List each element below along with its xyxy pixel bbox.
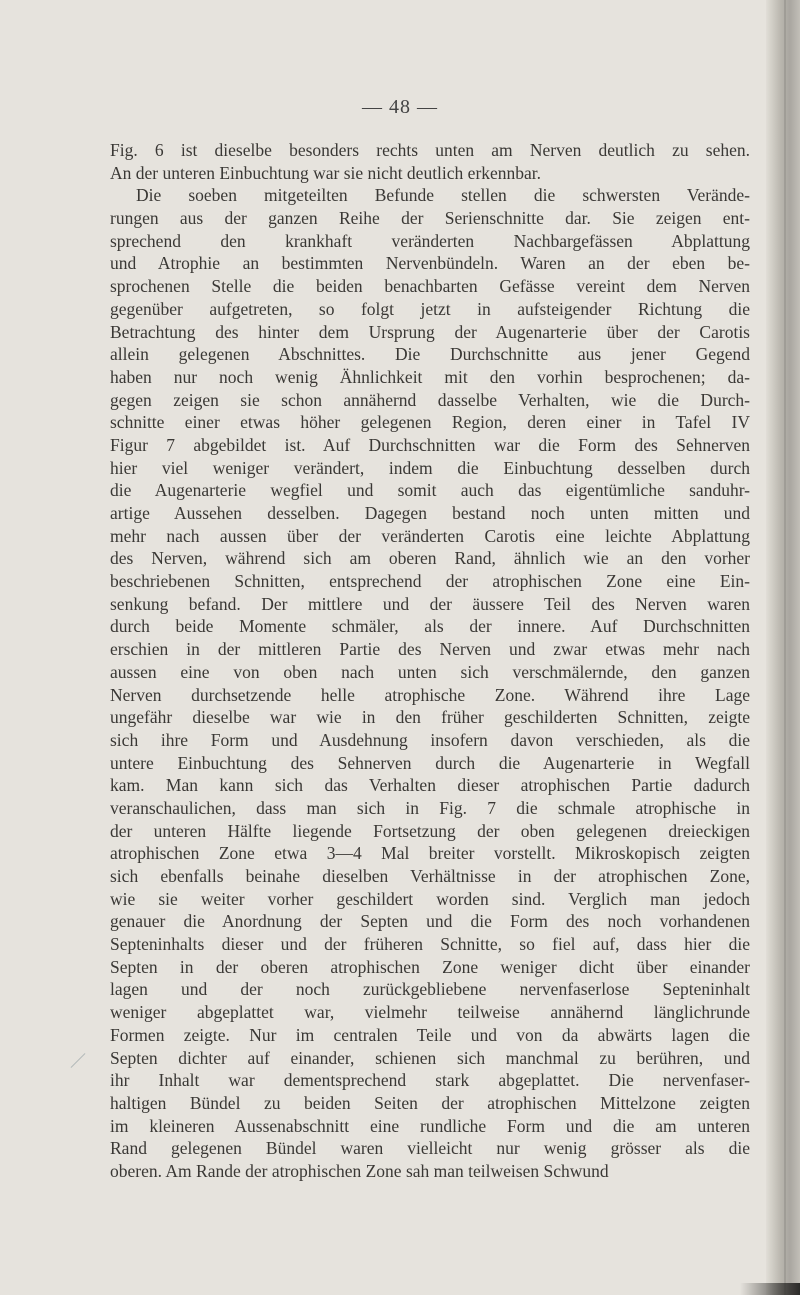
text-line: sich ihre Form und Ausdehnung insofern davon verschieden, als die xyxy=(110,729,750,750)
text-line: beschriebenen Schnitten, entsprechend der atrophischen Zone eine Ein- xyxy=(110,571,750,592)
text-line: durch beide Momente schmäler, als der innere. Auf Durchschnitten xyxy=(110,616,750,637)
text-line: sprochenen Stelle die beiden benachbarten Gefässe vereint dem Nerven xyxy=(110,276,750,297)
text-line: im kleineren Aussenabschnitt eine rundliche Form und die am unteren xyxy=(110,1115,750,1136)
text-line: haben nur noch wenig Ähnlichkeit mit den vorhin besprochenen; da- xyxy=(110,366,750,387)
text-line: des Nerven, während sich am oberen Rand, ähnlich wie an den vorher xyxy=(110,548,750,569)
text-line: hier viel weniger verändert, indem die Einbuchtung desselben durch xyxy=(110,457,750,478)
text-line: atrophischen Zone etwa 3—4 Mal breiter vorstellt. Mikroskopisch zeigten xyxy=(110,843,750,864)
text-line: Rand gelegenen Bündel waren vielleicht nur wenig grösser als die xyxy=(110,1138,750,1159)
text-line: Nerven durchsetzende helle atrophische Zone. Während ihre Lage xyxy=(110,684,750,705)
body-text xyxy=(110,139,750,1183)
text-line: sprechend den krankhaft veränderten Nachbargefässen Abplattung xyxy=(110,230,750,251)
pencil-mark xyxy=(71,1053,86,1068)
text-line: ihr Inhalt war dementsprechend stark abgeplattet. Die nervenfaser- xyxy=(110,1070,750,1091)
text-line: erschien in der mittleren Partie des Nerven und zwar etwas mehr nach xyxy=(110,639,750,660)
text-line: haltigen Bündel zu beiden Seiten der atrophischen Mittelzone zeigten xyxy=(110,1092,750,1113)
text-line: artige Aussehen desselben. Dagegen bestand noch unten mitten und xyxy=(110,503,750,523)
page-edge-line xyxy=(784,0,786,1295)
text-line: gegen zeigen sie schon annähernd dasselbe Verhalten, wie die Durch- xyxy=(110,389,750,410)
text-line: wie sie weiter vorher geschildert worden sind. Verglich man jedoch xyxy=(110,888,750,909)
page-edge-shadow xyxy=(766,0,800,1295)
text-line: An der unteren Einbuchtung war sie nicht deutlich erkennbar. xyxy=(110,162,542,183)
text-line: die Augenarterie wegfiel und somit auch das eigentümliche sanduhr- xyxy=(110,480,750,501)
text-line: rungen aus der ganzen Reihe der Serienschnitte dar. Sie zeigen ent- xyxy=(110,208,750,229)
text-line: schnitte einer etwas höher gelegenen Region, deren einer in Tafel IV xyxy=(110,412,750,433)
text-line: Figur 7 abgebildet ist. Auf Durchschnitten war die Form des Sehnerven xyxy=(110,434,750,455)
text-line: und Atrophie an bestimmten Nervenbündeln. Waren an der eben be- xyxy=(110,253,750,274)
text-line: ungefähr dieselbe war wie in den früher geschilderten Schnitten, zeigte xyxy=(110,707,750,728)
text-line: Betrachtung des hinter dem Ursprung der Augenarterie über der Carotis xyxy=(110,321,750,342)
page-number: — 48 — xyxy=(362,96,438,118)
text-line: untere Einbuchtung des Sehnerven durch die Augenarterie in Wegfall xyxy=(110,752,750,773)
text-line: genauer die Anordnung der Septen und die Form des noch vorhandenen xyxy=(110,911,750,932)
text-line: kam. Man kann sich das Verhalten dieser atrophischen Partie dadurch xyxy=(110,775,750,796)
text-line: weniger abgeplattet war, vielmehr teilweise annähernd länglichrunde xyxy=(110,1002,750,1023)
text-line: lagen und der noch zurückgebliebene nervenfaserlose Septeninhalt xyxy=(110,979,750,1000)
text-line: oberen. Am Rande der atrophischen Zone sah man teilweisen Schwund xyxy=(110,1160,609,1181)
text-line: Die soeben mitgeteilten Befunde stellen die schwersten Verände- xyxy=(136,185,750,206)
text-line: allein gelegenen Abschnittes. Die Durchschnitte aus jener Gegend xyxy=(110,344,750,365)
text-line: sich ebenfalls beinahe dieselben Verhältnisse in der atrophischen Zone, xyxy=(110,866,750,886)
text-line: Septen dichter auf einander, schienen sich manchmal zu berühren, und xyxy=(110,1047,750,1068)
text-line: mehr nach aussen über der veränderten Carotis eine leichte Abplattung xyxy=(110,525,750,546)
bottom-corner-shadow xyxy=(740,1283,800,1295)
text-line: aussen eine von oben nach unten sich verschmälernde, den ganzen xyxy=(110,661,750,682)
text-line: veranschaulichen, dass man sich in Fig. 7 die schmale atrophische in xyxy=(110,797,750,818)
text-line: senkung befand. Der mittlere und der äussere Teil des Nerven waren xyxy=(110,593,750,614)
text-line: Septeninhalts dieser und der früheren Schnitte, so fiel auf, dass hier die xyxy=(110,934,750,955)
text-line: Fig. 6 ist dieselbe besonders rechts unten am Nerven deutlich zu sehen. xyxy=(110,140,750,160)
text-line: gegenüber aufgetreten, so folgt jetzt in aufsteigender Richtung die xyxy=(110,298,750,319)
text-line: der unteren Hälfte liegende Fortsetzung der oben gelegenen dreieckigen xyxy=(110,820,750,841)
text-line: Formen zeigte. Nur im centralen Teile und von da abwärts lagen die xyxy=(110,1024,750,1045)
text-line: Septen in der oberen atrophischen Zone weniger dicht über einander xyxy=(110,956,750,977)
